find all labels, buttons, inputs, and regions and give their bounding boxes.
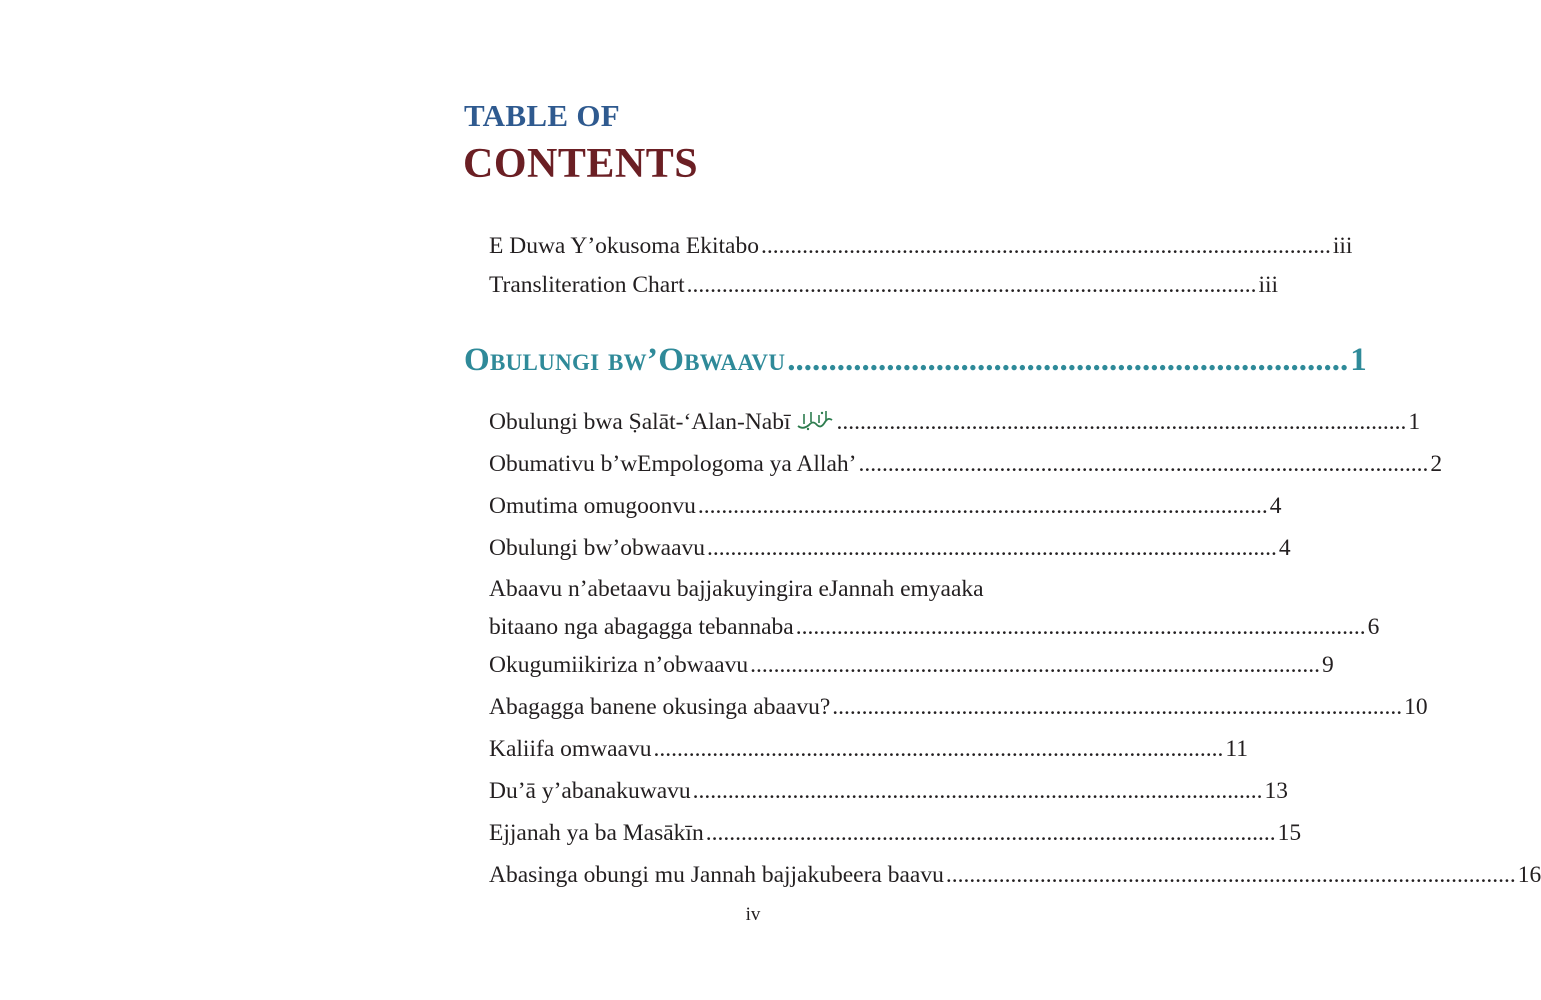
- entry-title: Obulungi bw’obwaavu: [489, 535, 706, 561]
- entry-title: Du’ā y’abanakuwavu: [489, 778, 691, 804]
- entry-page: iii: [1332, 233, 1353, 259]
- toc-entry-1[interactable]: [489, 408, 1421, 435]
- dot-leader: .................................................................................................: [832, 694, 1403, 720]
- dot-leader: .................................................................................................: [707, 535, 1277, 561]
- dot-leader: ....................................................................: [787, 342, 1349, 378]
- toc-entry-front-2[interactable]: [489, 272, 1279, 298]
- entry-page: 1: [1408, 409, 1421, 435]
- entry-page: 11: [1225, 736, 1248, 762]
- dot-leader: .................................................................................................: [692, 778, 1263, 804]
- entry-page: 4: [1269, 493, 1282, 519]
- entry-title: E Duwa Y’okusoma Ekitabo: [489, 233, 759, 259]
- toc-entry-4[interactable]: [489, 535, 1291, 561]
- entry-title: Omutima omugoonvu: [489, 493, 696, 519]
- entry-title: Okugumiikiriza n’obwaavu: [489, 652, 749, 678]
- dot-leader: .................................................................................................: [836, 409, 1407, 435]
- toc-entry-9[interactable]: [489, 778, 1288, 804]
- chapter-page: 1: [1350, 342, 1367, 378]
- toc-entry-3[interactable]: [489, 493, 1282, 519]
- entry-title: Ejjanah ya ba Masākīn: [489, 820, 704, 846]
- entry-page: 13: [1264, 778, 1288, 804]
- salawat-calligraphy-icon: [795, 408, 835, 432]
- toc-entry-2[interactable]: [489, 451, 1443, 477]
- dot-leader: .................................................................................................: [945, 862, 1516, 888]
- dot-leader: .................................................................................................: [795, 613, 1366, 640]
- entry-title: Abasinga obungi mu Jannah bajjakubeera baavu: [489, 862, 944, 888]
- toc-entry-10[interactable]: [489, 820, 1302, 846]
- toc-entry-6[interactable]: [489, 652, 1334, 678]
- entry-title-line1: Abaavu n’abetaavu bajjakuyingira eJannah emyaaka: [489, 576, 984, 602]
- toc-entry-front-1[interactable]: [489, 233, 1353, 259]
- entry-title: Kaliifa omwaavu: [489, 736, 652, 762]
- chapter-heading[interactable]: [464, 342, 1367, 378]
- entry-page: 15: [1277, 820, 1302, 846]
- toc-entry-11[interactable]: [489, 862, 1541, 888]
- entry-page: 9: [1321, 652, 1334, 678]
- dot-leader: .................................................................................................: [653, 736, 1224, 762]
- entry-title: Obulungi bwa Ṣalāt-‘Alan-Nabī: [489, 408, 835, 435]
- entry-page: 4: [1278, 535, 1291, 561]
- dot-leader: .................................................................................................: [858, 451, 1429, 477]
- dot-leader: .................................................................................................: [750, 652, 1320, 678]
- entry-page: 16: [1517, 862, 1541, 888]
- dot-leader: .................................................................................................: [705, 820, 1276, 846]
- heading-table-of: TABLE OF: [464, 98, 620, 133]
- toc-entry-7[interactable]: [489, 694, 1428, 720]
- entry-page: 6: [1367, 613, 1380, 640]
- heading-contents: CONTENTS: [463, 141, 699, 187]
- chapter-title: Obulungi bw’Obwaavu: [464, 342, 786, 378]
- page-folio: iv: [745, 904, 761, 925]
- dot-leader: .................................................................................................: [686, 272, 1257, 298]
- entry-title: Transliteration Chart: [489, 272, 685, 298]
- entry-title-line2: bitaano nga abagagga tebannaba: [489, 613, 794, 640]
- entry-page: 10: [1404, 694, 1428, 720]
- dot-leader: .................................................................................................: [760, 233, 1331, 259]
- toc-entry-8[interactable]: [489, 736, 1248, 762]
- entry-page: iii: [1258, 272, 1279, 298]
- toc-entry-5[interactable]: [489, 576, 1380, 640]
- entry-title: Abagagga banene okusinga abaavu?: [489, 694, 831, 720]
- entry-title: Obumativu b’wEmpologoma ya Allah’: [489, 451, 857, 477]
- entry-page: 2: [1430, 451, 1443, 477]
- dot-leader: .................................................................................................: [697, 493, 1268, 519]
